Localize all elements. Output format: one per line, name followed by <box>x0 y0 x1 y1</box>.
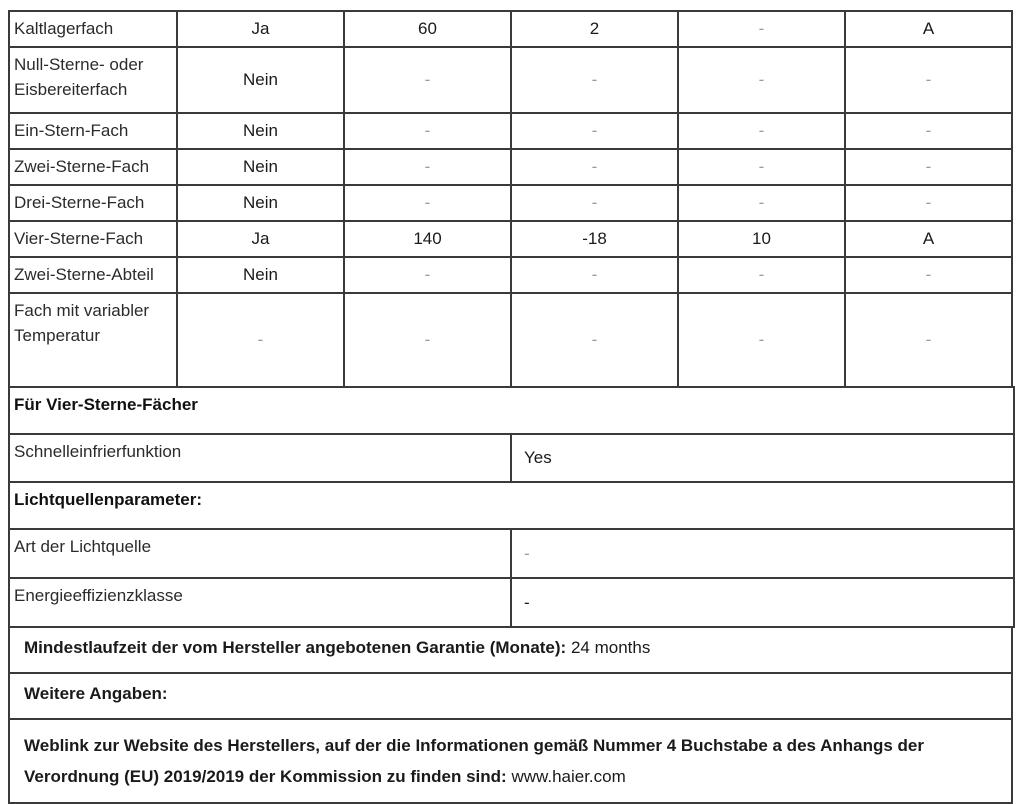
light-type-label: Art der Lichtquelle <box>9 529 511 578</box>
compartment-name: Vier-Sterne-Fach <box>9 221 177 257</box>
compartment-name: Zwei-Sterne-Abteil <box>9 257 177 293</box>
compartment-capacity: 10 <box>678 221 845 257</box>
compartment-row <box>9 293 1012 387</box>
compartment-volume: - <box>344 113 511 149</box>
warranty-value: 24 months <box>570 638 651 657</box>
energy-class-label: Energieeffizienzklasse <box>9 578 511 627</box>
weblink-value[interactable]: www.haier.com <box>511 767 626 786</box>
compartment-row <box>9 221 1012 257</box>
compartment-capacity: - <box>678 257 845 293</box>
compartment-class: - <box>845 293 1012 387</box>
compartment-present: Nein <box>177 185 344 221</box>
compartment-temp: - <box>511 149 678 185</box>
fast-freeze-value: Yes <box>511 434 1014 482</box>
compartment-capacity: - <box>678 185 845 221</box>
warranty-row <box>9 627 1012 673</box>
compartment-present: Ja <box>177 11 344 47</box>
compartment-volume: - <box>344 149 511 185</box>
compartment-present: Nein <box>177 47 344 113</box>
footer-table <box>8 626 1013 804</box>
compartment-temp: - <box>511 47 678 113</box>
compartment-temp: 2 <box>511 11 678 47</box>
compartment-row <box>9 185 1012 221</box>
compartment-class: - <box>845 113 1012 149</box>
compartment-present: Nein <box>177 113 344 149</box>
compartment-row <box>9 11 1012 47</box>
further-info-label: Weitere Angaben: <box>9 673 1012 719</box>
compartment-class: A <box>845 11 1012 47</box>
compartment-row <box>9 113 1012 149</box>
compartment-class: - <box>845 257 1012 293</box>
compartment-name: Zwei-Sterne-Fach <box>9 149 177 185</box>
compartment-capacity: - <box>678 113 845 149</box>
weblink-row <box>9 719 1012 803</box>
compartment-volume: - <box>344 185 511 221</box>
compartment-temp: - <box>511 185 678 221</box>
compartment-present: Nein <box>177 149 344 185</box>
details-table <box>8 386 1015 628</box>
weblink-label: Weblink zur Website des Herstellers, auf der die Informationen gemäß Nummer 4 Buchstabe a des Anhangs der Verordnung (EU) 2019/2019 der Kommission zu finden sind: <box>24 736 924 786</box>
compartment-capacity: - <box>678 47 845 113</box>
compartment-name: Kaltlagerfach <box>9 11 177 47</box>
compartment-row <box>9 47 1012 113</box>
compartment-temp: - <box>511 293 678 387</box>
compartment-name: Null-Sterne- oder Eisbereiterfach <box>9 47 177 113</box>
light-type-value: - <box>511 529 1014 578</box>
compartment-temp: -18 <box>511 221 678 257</box>
compartment-class: A <box>845 221 1012 257</box>
compartment-row <box>9 257 1012 293</box>
compartment-class: - <box>845 149 1012 185</box>
compartment-name: Fach mit variabler Temperatur <box>9 293 177 387</box>
compartment-temp: - <box>511 257 678 293</box>
compartment-volume: 60 <box>344 11 511 47</box>
compartment-capacity: - <box>678 149 845 185</box>
compartment-class: - <box>845 47 1012 113</box>
product-info-sheet <box>8 10 1013 804</box>
compartment-present: - <box>177 293 344 387</box>
compartment-volume: - <box>344 257 511 293</box>
energy-class-value: - <box>511 578 1014 627</box>
compartment-table <box>8 10 1013 388</box>
compartment-volume: - <box>344 47 511 113</box>
compartment-temp: - <box>511 113 678 149</box>
compartment-present: Nein <box>177 257 344 293</box>
compartment-row <box>9 149 1012 185</box>
compartment-name: Drei-Sterne-Fach <box>9 185 177 221</box>
fast-freeze-label: Schnelleinfrierfunktion <box>9 434 511 482</box>
compartment-present: Ja <box>177 221 344 257</box>
compartment-capacity: - <box>678 11 845 47</box>
compartment-volume: 140 <box>344 221 511 257</box>
light-source-heading: Lichtquellenparameter: <box>9 482 1014 529</box>
warranty-label: Mindestlaufzeit der vom Hersteller angebotenen Garantie (Monate): <box>24 638 567 657</box>
compartment-name: Ein-Stern-Fach <box>9 113 177 149</box>
four-star-heading: Für Vier-Sterne-Fächer <box>9 387 1014 434</box>
compartment-capacity: - <box>678 293 845 387</box>
compartment-volume: - <box>344 293 511 387</box>
compartment-class: - <box>845 185 1012 221</box>
